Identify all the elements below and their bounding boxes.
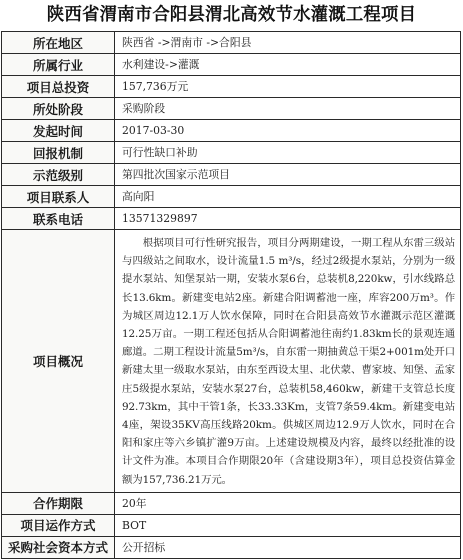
row-value: 157,736万元	[115, 76, 461, 98]
table-row	[2, 54, 461, 76]
row-value: 20年	[115, 492, 461, 514]
row-label: 所属行业	[2, 54, 115, 76]
table-row	[2, 208, 461, 230]
project-info-table	[1, 31, 461, 559]
row-label: 发起时间	[2, 120, 115, 142]
row-label: 所在地区	[2, 32, 115, 54]
table-row	[2, 32, 461, 54]
table-row	[2, 76, 461, 98]
table-row	[2, 514, 461, 536]
table-row	[2, 492, 461, 514]
row-value: 公开招标	[115, 536, 461, 558]
page-title: 陕西省渭南市合阳县渭北高效节水灌溉工程项目	[46, 5, 417, 25]
table-row	[2, 164, 461, 186]
row-label: 回报机制	[2, 142, 115, 164]
table-row	[2, 98, 461, 120]
row-label: 示范级别	[2, 164, 115, 186]
table-row	[2, 120, 461, 142]
row-value: 可行性缺口补助	[115, 142, 461, 164]
row-label: 所处阶段	[2, 98, 115, 120]
overview-label: 项目概况	[2, 230, 115, 493]
row-label: 项目联系人	[2, 186, 115, 208]
row-value: 2017-03-30	[115, 120, 461, 142]
table-row-overview	[2, 230, 461, 493]
row-value: 高向阳	[115, 186, 461, 208]
table-row	[2, 142, 461, 164]
overview-text: 根据项目可行性研究报告，项目分两期建设，一期工程从东雷三级站与四级站之间取水，设计流量1.5 m³/s，经过2级提水泵站，分别为一级提水泵站、知堡泵站一期，安装水泵6台，总装机8,220kw，引水线路总长13.6km。新建变电站2座。新建合阳调蓄池一座，库容200万m³。作为城区周边12.1万人饮水保障，同时在合阳县高效节水灌溉示范区灌溉12.25万亩。一期工程还包括从合阳调蓄池往南约1.83km长的景观连通廊道。二期工程设计流量5m³/s，自东雷一期抽黄总干渠2+001m处开口新建太里一级取水泵站，由东至西设太里、北伏蒙、曹家坡、知堡、孟家庄5级提水泵站，安装水泵27台，总装机58,460kw，新建干支管总长度92.73km，其中干管1条，长33.33Km，支管7条59.4km。新建变电站4座，架设35KV高压线路20km。供城区周边12.9万人饮水，同时在合阳和家庄等六乡镇扩灌9万亩。上述建设规模及内容，最终以经批准的设计文件为准。本项目合作期限20年（含建设期3年），项目总投资估算金额为157,736.21万元。	[115, 230, 461, 493]
row-value: 水利建设->灌溉	[115, 54, 461, 76]
row-value: 13571329897	[115, 208, 461, 230]
row-label: 合作期限	[2, 492, 115, 514]
table-row	[2, 536, 461, 558]
row-label: 联系电话	[2, 208, 115, 230]
row-value: BOT	[115, 514, 461, 536]
row-value: 第四批次国家示范项目	[115, 164, 461, 186]
row-label: 项目运作方式	[2, 514, 115, 536]
row-label: 采购社会资本方式	[2, 536, 115, 558]
row-value: 采购阶段	[115, 98, 461, 120]
row-value: 陕西省 ->渭南市 ->合阳县	[115, 32, 461, 54]
table-row	[2, 186, 461, 208]
row-label: 项目总投资	[2, 76, 115, 98]
